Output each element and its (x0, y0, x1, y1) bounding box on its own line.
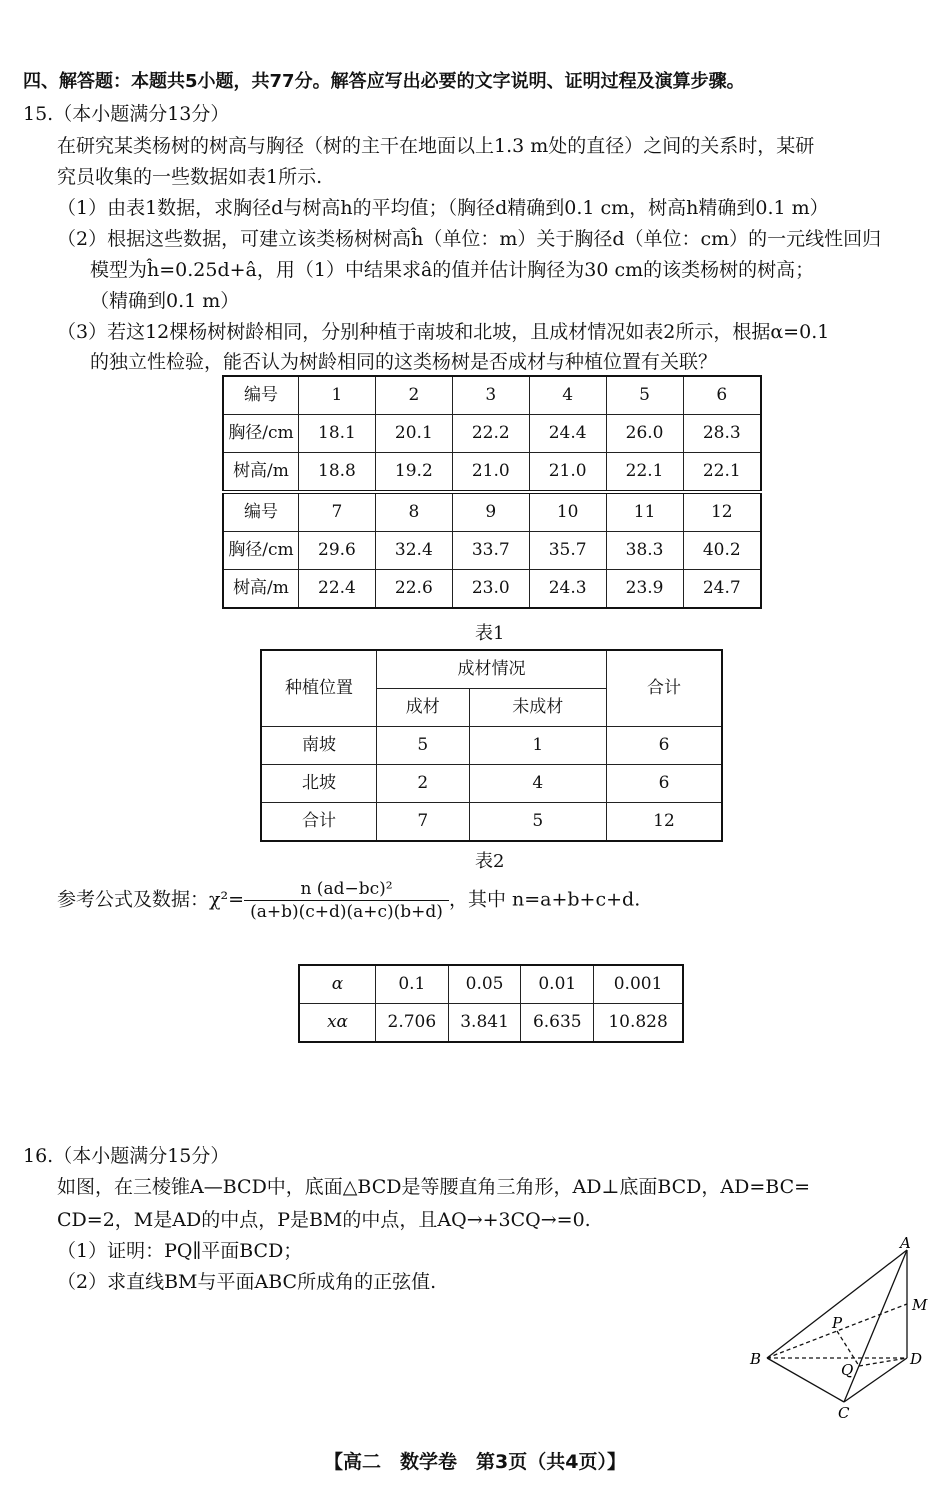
table1-cell: 22.6 (375, 570, 452, 609)
table2-cell: 5 (377, 727, 470, 765)
table2-cell: 合计 (261, 803, 377, 842)
page-footer: 【高二 数学卷 第3页（共4页）】 (324, 1451, 626, 1473)
table1-cell: 38.3 (606, 532, 683, 570)
table3-cell: 3.841 (448, 1004, 521, 1043)
table2-header-position: 种植位置 (261, 650, 377, 727)
label-C: C (838, 1404, 850, 1422)
table2 (260, 649, 723, 842)
table1 (222, 375, 762, 609)
table1-cell: 11 (606, 492, 683, 532)
q15-part1: （1）由表1数据，求胸径d与树高h的平均值；（胸径d精确到0.1 cm，树高h精确到0.1 m） (57, 197, 829, 219)
tetrahedron-figure (740, 1232, 940, 1422)
q16-line1: 如图，在三棱锥A—BCD中，底面△BCD是等腰直角三角形，AD⊥底面BCD，AD=BC= (57, 1176, 811, 1198)
table2-header-yes: 成材 (377, 689, 470, 727)
table1-cell: 22.2 (452, 415, 529, 453)
table1-cell: 32.4 (375, 532, 452, 570)
table3-cell: 0.05 (448, 965, 521, 1004)
table1-row (223, 570, 761, 609)
table1-cell: 18.1 (299, 415, 376, 453)
table1-cell: 28.3 (683, 415, 761, 453)
formula-fraction (244, 878, 449, 923)
table1-cell: 24.4 (529, 415, 606, 453)
table1-cell: 胸径/cm (223, 532, 299, 570)
q16-part1: （1）证明：PQ∥平面BCD； (57, 1240, 303, 1262)
table2-row (261, 803, 722, 842)
table1-cell: 20.1 (375, 415, 452, 453)
table1-cell: 1 (299, 376, 376, 415)
table2-row (261, 765, 722, 803)
table3-cell: 10.828 (594, 1004, 683, 1043)
table1-cell: 8 (375, 492, 452, 532)
table1-cell: 23.9 (606, 570, 683, 609)
table2-header-row (261, 650, 722, 689)
table2-cell: 北坡 (261, 765, 377, 803)
q16-number: 16.（本小题满分15分） (23, 1145, 230, 1167)
table1-row (223, 453, 761, 493)
table1-cell: 40.2 (683, 532, 761, 570)
label-D: D (910, 1350, 923, 1368)
table1-cell: 编号 (223, 492, 299, 532)
table2-cell: 6 (607, 765, 723, 803)
table1-cell: 24.7 (683, 570, 761, 609)
section-header: 四、解答题：本题共5小题，共77分。解答应写出必要的文字说明、证明过程及演算步骤。 (23, 71, 745, 92)
table2-cell: 4 (469, 765, 606, 803)
edge-AC (844, 1250, 907, 1402)
table1-cell: 树高/m (223, 570, 299, 609)
table1-cell: 胸径/cm (223, 415, 299, 453)
table1-cell: 21.0 (452, 453, 529, 493)
table2-cell: 7 (377, 803, 470, 842)
table1-row (223, 376, 761, 415)
table3-cell: 0.01 (521, 965, 594, 1004)
table1-cell: 9 (452, 492, 529, 532)
label-B: B (750, 1350, 762, 1368)
table1-cell: 24.3 (529, 570, 606, 609)
table1-cell: 4 (529, 376, 606, 415)
q15-part2-line3: （精确到0.1 m） (90, 290, 240, 312)
label-M: M (912, 1296, 928, 1314)
table1-row (223, 532, 761, 570)
table1-row (223, 415, 761, 453)
label-Q: Q (841, 1361, 854, 1379)
table3-cell: 0.1 (376, 965, 449, 1004)
table2-header-no: 未成材 (469, 689, 606, 727)
q15-part3-line2: 的独立性检验，能否认为树龄相同的这类杨树是否成材与种植位置有关联？ (90, 351, 718, 373)
table2-cell: 2 (377, 765, 470, 803)
formula-numerator: n (ad−bc)² (244, 878, 449, 901)
table1-cell: 35.7 (529, 532, 606, 570)
table3-row (299, 965, 683, 1004)
label-P: P (832, 1314, 843, 1332)
table2-cell: 6 (607, 727, 723, 765)
formula (57, 878, 640, 923)
table2-header-total: 合计 (607, 650, 723, 727)
table2-cell: 5 (469, 803, 606, 842)
formula-prefix: 参考公式及数据：χ²= (57, 888, 245, 911)
q15-part3-line1: （3）若这12棵杨树树龄相同，分别种植于南坡和北坡，且成材情况如表2所示，根据α=0.1 (57, 321, 830, 343)
table2-cell: 南坡 (261, 727, 377, 765)
edge-AB (767, 1250, 907, 1358)
table1-cell: 3 (452, 376, 529, 415)
table1-cell: 6 (683, 376, 761, 415)
table1-cell: 10 (529, 492, 606, 532)
table3-cell: 0.001 (594, 965, 683, 1004)
table1-row (223, 492, 761, 532)
segment-QD (859, 1358, 907, 1366)
table1-cell: 22.1 (683, 453, 761, 493)
table1-cell: 2 (375, 376, 452, 415)
table3 (298, 964, 684, 1043)
table3-cell: α (299, 965, 376, 1004)
table1-caption: 表1 (475, 623, 505, 644)
table3-row (299, 1004, 683, 1043)
table3-cell: 2.706 (376, 1004, 449, 1043)
q16-part2: （2）求直线BM与平面ABC所成角的正弦值. (57, 1271, 437, 1293)
table1-cell: 12 (683, 492, 761, 532)
q15-part2-line2: 模型为ĥ=0.25d+â，用（1）中结果求â的值并估计胸径为30 cm的该类杨树的树高； (90, 259, 815, 281)
table2-caption: 表2 (475, 851, 505, 872)
label-A: A (900, 1234, 911, 1252)
formula-denominator: (a+b)(c+d)(a+c)(b+d) (250, 902, 443, 923)
table1-cell: 7 (299, 492, 376, 532)
table1-cell: 22.4 (299, 570, 376, 609)
table1-cell: 23.0 (452, 570, 529, 609)
table3-cell: xα (299, 1004, 376, 1043)
table3-cell: 6.635 (521, 1004, 594, 1043)
q15-number: 15.（本小题满分13分） (23, 103, 230, 125)
q15-intro-line2: 究员收集的一些数据如表1所示. (57, 166, 323, 188)
table2-header-status: 成材情况 (377, 650, 607, 689)
table1-cell: 树高/m (223, 453, 299, 493)
table2-cell: 1 (469, 727, 606, 765)
table1-cell: 22.1 (606, 453, 683, 493)
q15-intro-line1: 在研究某类杨树的树高与胸径（树的主干在地面以上1.3 m处的直径）之间的关系时，某研 (57, 135, 815, 157)
table1-cell: 编号 (223, 376, 299, 415)
table1-cell: 33.7 (452, 532, 529, 570)
table1-cell: 19.2 (375, 453, 452, 493)
table1-cell: 21.0 (529, 453, 606, 493)
table1-cell: 29.6 (299, 532, 376, 570)
table1-cell: 26.0 (606, 415, 683, 453)
q15-part2-line1: （2）根据这些数据，可建立该类杨树树高ĥ（单位：m）关于胸径d（单位：cm）的一元线性回归 (57, 228, 882, 250)
formula-suffix: ，其中 n=a+b+c+d. (448, 888, 641, 911)
edge-BC (767, 1358, 844, 1402)
table2-cell: 12 (607, 803, 723, 842)
table2-row (261, 727, 722, 765)
table1-cell: 5 (606, 376, 683, 415)
q16-line2: CD=2，M是AD的中点，P是BM的中点，且AQ→+3CQ→=0. (57, 1209, 591, 1231)
table1-cell: 18.8 (299, 453, 376, 493)
